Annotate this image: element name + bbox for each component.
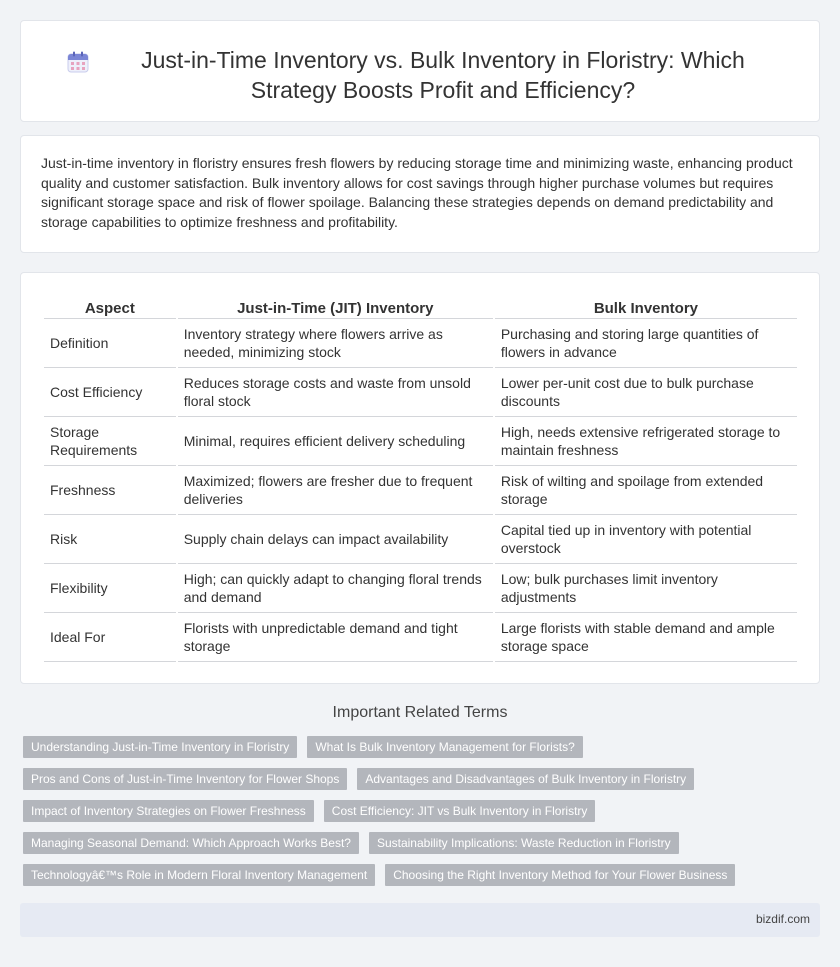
row-aspect: Risk (44, 515, 176, 564)
row-bulk: High, needs extensive refrigerated storage to maintain freshness (495, 417, 797, 466)
row-jit: Minimal, requires efficient delivery scheduling (178, 417, 493, 466)
related-term-link[interactable]: What Is Bulk Inventory Management for Florists? (307, 736, 582, 758)
row-jit: Supply chain delays can impact availability (178, 515, 493, 564)
related-term-link[interactable]: Choosing the Right Inventory Method for Your Flower Business (385, 864, 735, 886)
row-jit: Florists with unpredictable demand and tight storage (178, 613, 493, 662)
row-jit: Reduces storage costs and waste from unsold floral stock (178, 368, 493, 417)
related-term-link[interactable]: Advantages and Disadvantages of Bulk Inventory in Floristry (357, 768, 694, 790)
table-header-row (44, 297, 797, 319)
related-term-link[interactable]: Managing Seasonal Demand: Which Approach Works Best? (23, 832, 359, 854)
row-aspect: Cost Efficiency (44, 368, 176, 417)
related-term-link[interactable]: Technologyâ€™s Role in Modern Floral Inventory Management (23, 864, 375, 886)
related-term-link[interactable]: Pros and Cons of Just-in-Time Inventory for Flower Shops (23, 768, 347, 790)
intro-paragraph: Just-in-time inventory in floristry ensures fresh flowers by reducing storage time and minimizing waste, enhancing product quality and customer satisfaction. Bulk inventory allows for cost savings through higher purchase volumes but requires significant storage space and risk of flower spoilage. Balancing these strategies depends on demand predictability and storage capabilities to optimize freshness and profitability. (41, 155, 793, 230)
tag-row (23, 864, 823, 886)
related-term-link[interactable]: Sustainability Implications: Waste Reduction in Floristry (369, 832, 679, 854)
tag-row (23, 800, 823, 822)
row-jit: Maximized; flowers are fresher due to frequent deliveries (178, 466, 493, 515)
row-bulk: Risk of wilting and spoilage from extended storage (495, 466, 797, 515)
row-bulk: Purchasing and storing large quantities of flowers in advance (495, 319, 797, 368)
row-aspect: Freshness (44, 466, 176, 515)
tag-row (23, 832, 823, 854)
row-aspect: Definition (44, 319, 176, 368)
row-aspect: Flexibility (44, 564, 176, 613)
row-aspect: Storage Requirements (44, 417, 176, 466)
row-jit: Inventory strategy where flowers arrive as needed, minimizing stock (178, 319, 493, 368)
row-bulk: Low; bulk purchases limit inventory adjustments (495, 564, 797, 613)
comparison-table-card (20, 272, 820, 684)
table-row (44, 466, 797, 515)
row-bulk: Lower per-unit cost due to bulk purchase discounts (495, 368, 797, 417)
header-aspect: Aspect (44, 297, 176, 319)
table-row (44, 564, 797, 613)
header-jit: Just-in-Time (JIT) Inventory (178, 297, 493, 319)
page-title: Just-in-Time Inventory vs. Bulk Inventory in Floristry: Which Strategy Boosts Profit and Efficiency? (141, 47, 745, 103)
tag-row (23, 736, 823, 758)
related-terms-title: Important Related Terms (332, 704, 508, 721)
header-bulk: Bulk Inventory (495, 297, 797, 319)
tag-row (23, 768, 823, 790)
footer (20, 903, 820, 937)
related-term-link[interactable]: Understanding Just-in-Time Inventory in Floristry (23, 736, 297, 758)
comparison-table (42, 297, 799, 662)
row-bulk: Capital tied up in inventory with potential overstock (495, 515, 797, 564)
table-row (44, 613, 797, 662)
table-row (44, 368, 797, 417)
table-row (44, 319, 797, 368)
related-term-link[interactable]: Impact of Inventory Strategies on Flower Freshness (23, 800, 314, 822)
row-bulk: Large florists with stable demand and ample storage space (495, 613, 797, 662)
footer-site[interactable]: bizdif.com (755, 912, 810, 926)
table-row (44, 417, 797, 466)
title-card (20, 20, 820, 122)
table-row (44, 515, 797, 564)
intro-card (20, 135, 820, 253)
row-aspect: Ideal For (44, 613, 176, 662)
row-jit: High; can quickly adapt to changing floral trends and demand (178, 564, 493, 613)
related-term-link[interactable]: Cost Efficiency: JIT vs Bulk Inventory in Floristry (324, 800, 596, 822)
calendar-icon (67, 51, 89, 73)
related-terms-list (23, 736, 823, 896)
